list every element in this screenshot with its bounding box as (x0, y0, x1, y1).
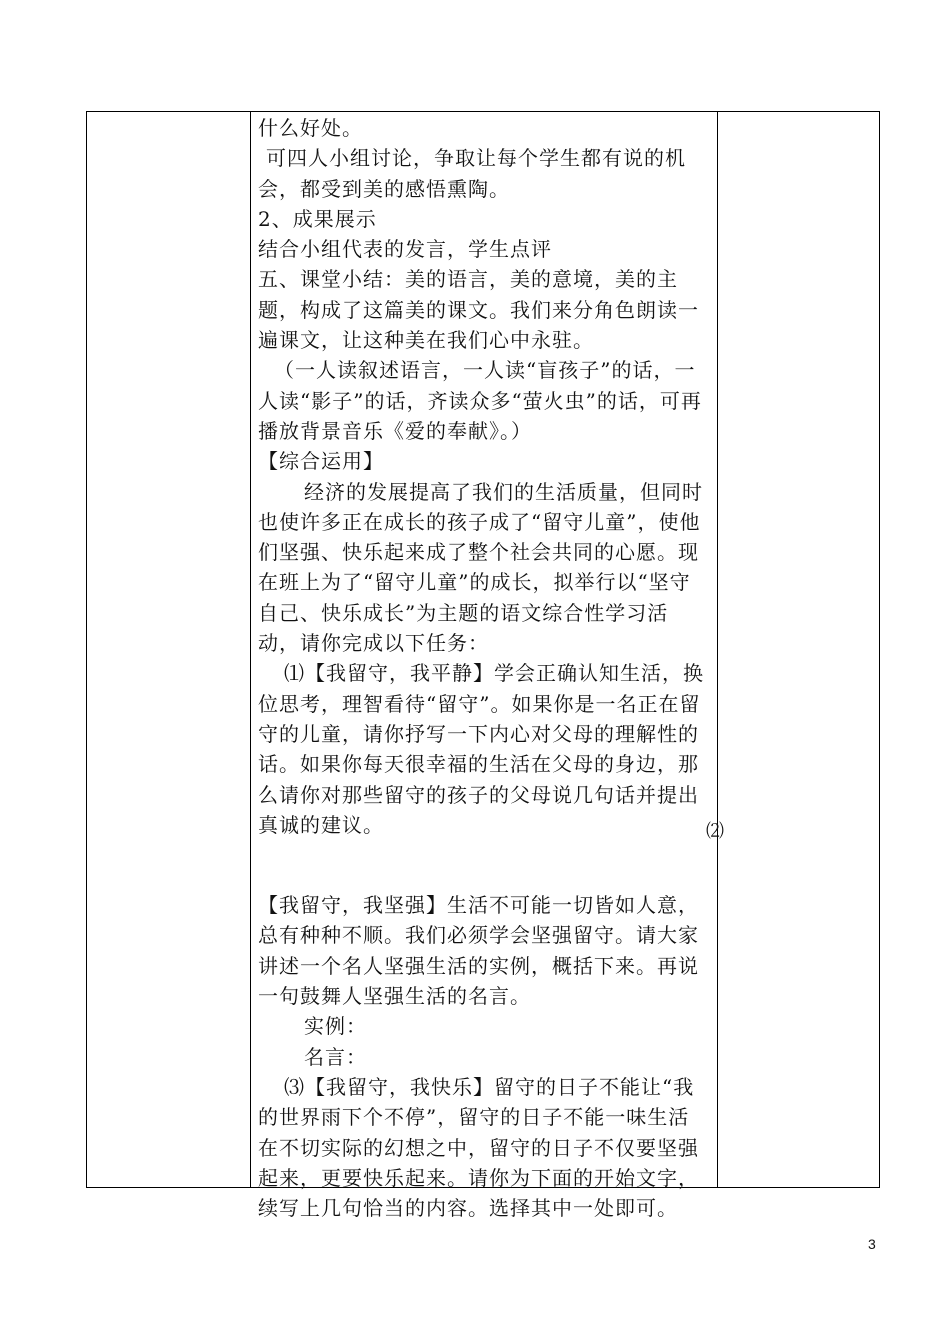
example-label: 实例： (304, 1014, 367, 1039)
text-paragraph: 可四人小组讨论，争取让每个学生都有说的机会，都受到美的感悟熏陶。 (258, 146, 686, 201)
text-paragraph: （一人读叙述语言，一人读“盲孩子”的话，一人读“影子”的话，齐读众多“萤火虫”的话，可再播放背景音乐《爱的奉献》。） (258, 358, 702, 443)
spacer (258, 840, 710, 890)
task-3: ⑶【我留守，我快乐】留守的日子不能让“我的世界雨下个不停”，留守的日子不能一味生活在不切实际的幻想之中，留守的日子不仅要坚强起来，更要快乐起来。请你为下面的开始文字，续写上几句恰当的内容。选择其中一处即可。 (258, 1074, 699, 1221)
quote-label: 名言： (304, 1044, 367, 1069)
text-paragraph: 经济的发展提高了我们的生活质量，但同时也使许多正在成长的孩子成了“留守儿童”，使他们坚强、快乐起来成了整个社会共同的心愿。现在班上为了“留守儿童”的成长，拟举行以“坚守自己、快乐成长”为主题的语文综合性学习活动，请你完成以下任务： (258, 479, 703, 656)
text-line: 结合小组代表的发言，学生点评 (258, 237, 552, 262)
task-2: 【我留守，我坚强】生活不可能一切皆如人意，总有种种不顺。我们必须学会坚强留守。请大家讲述一个名人坚强生活的实例，概括下来。再说一句鼓舞人坚强生活的名言。 (258, 893, 699, 1009)
lesson-content-cell (258, 113, 710, 1223)
section-heading: 2、成果展示 (258, 206, 377, 231)
task-2-marker: ⑵ (706, 821, 724, 842)
section-heading: 【综合运用】 (258, 449, 384, 474)
column-divider-right (717, 112, 718, 1187)
task-1: ⑴【我留守，我平静】学会正确认知生活，换位思考，理智看待“留守”。如果你是一名正在留守的儿童，请你抒写一下内心对父母的理解性的话。如果你每天很幸福的生活在父母的身边，那么请你对那些留守的孩子的父母说几句话并提出真诚的建议。 (258, 661, 704, 837)
text-paragraph: 五、课堂小结：美的语言，美的意境，美的主题，构成了这篇美的课文。我们来分角色朗读一遍课文，让这种美在我们心中永驻。 (258, 267, 699, 353)
text-line: 什么好处。 (258, 116, 363, 140)
column-divider-left (250, 112, 251, 1187)
page-number: 3 (868, 1236, 876, 1252)
